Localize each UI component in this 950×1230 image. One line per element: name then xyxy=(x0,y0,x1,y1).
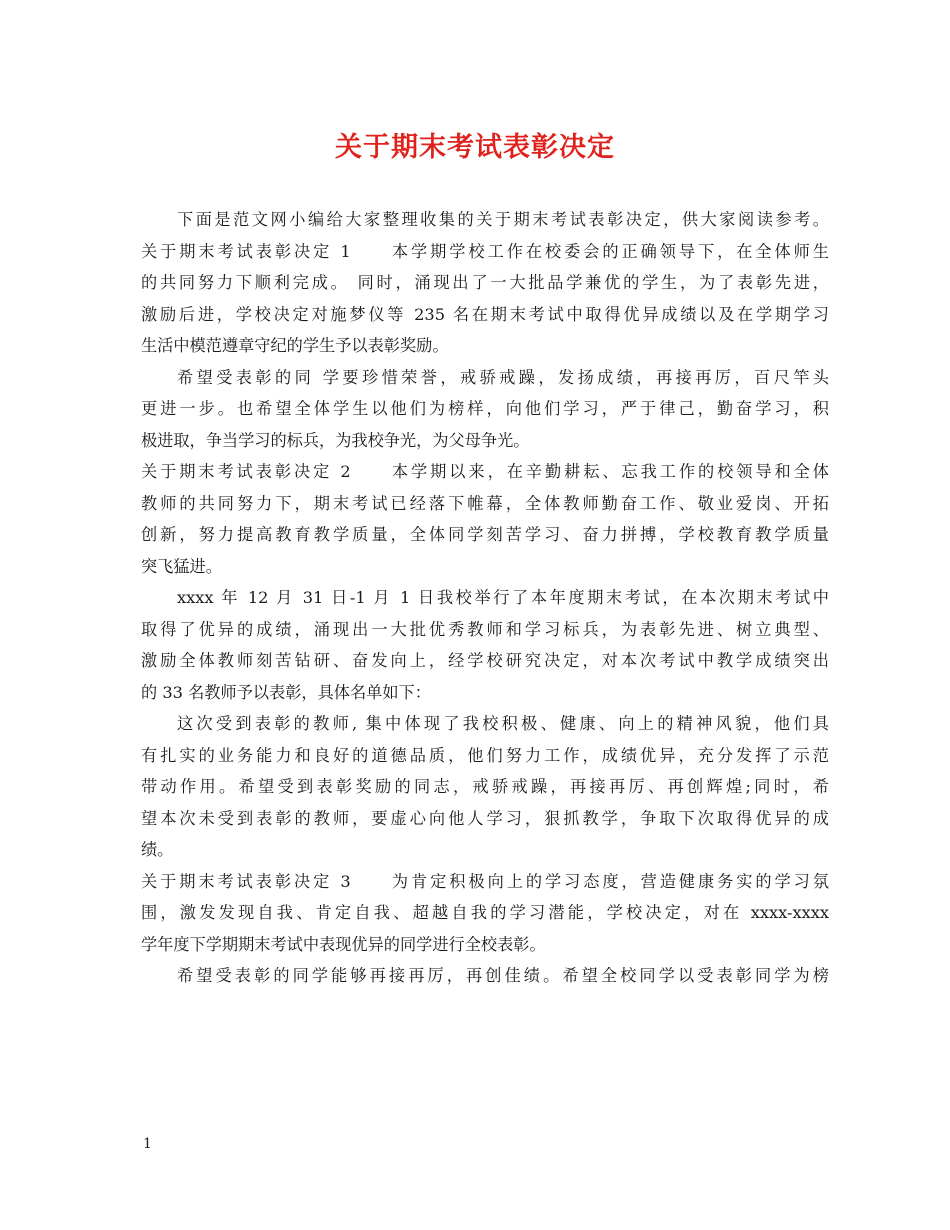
body-line: 希望受表彰的同学能够再接再厉，再创佳绩。希望全校同学以受表彰同学为榜 xyxy=(177,966,829,985)
body-line: 激励后进，学校决定对施梦仪等 235 名在期末考试中取得优异成绩以及在学期学习 xyxy=(141,304,829,324)
body-line: 生活中模范遵章守纪的学生予以表彰奖励。 xyxy=(141,336,449,355)
body-line: 希望受表彰的同 学要珍惜荣誉，戒骄戒躁，发扬成绩，再接再厉，百尺竿头 xyxy=(177,367,829,387)
body-line: 带动作用。希望受到表彰奖励的同志，戒骄戒躁，再接再厉、再创辉煌;同时，希 xyxy=(141,777,829,796)
body-line: 有扎实的业务能力和良好的道德品质，他们努力工作，成绩优异，充分发挥了示范 xyxy=(141,745,829,765)
document-title: 关于期末考试表彰决定 xyxy=(335,132,615,163)
body-line: 围，激发发现自我、肯定自我、超越自我的学习潜能，学校决定，对在 xxxx-xxxx xyxy=(141,903,829,922)
body-line: 学年度下学期期末考试中表现优异的同学进行全校表彰。 xyxy=(141,934,546,954)
body-line: xxxx 年 12 月 31 日-1 月 1 日我校举行了本年度期末考试，在本次期末考试中 xyxy=(177,588,829,607)
body-line: 的共同努力下顺利完成。 同时，涌现出了一大批品学兼优的学生，为了表彰先进， xyxy=(141,273,829,292)
body-line: 的 33 名教师予以表彰，具体名单如下： xyxy=(141,682,431,702)
body-line: 关于期末考试表彰决定 2 本学期以来，在辛勤耕耘、忘我工作的校领导和全体 xyxy=(141,462,829,481)
body-line: 教师的共同努力下，期末考试已经落下帷幕，全体教师勤奋工作、敬业爱岗、开拓 xyxy=(141,493,829,513)
body-line: 望本次未受到表彰的教师，要虚心向他人学习，狠抓教学，争取下次取得优异的成 xyxy=(141,808,829,828)
body-line: 极进取，争当学习的标兵，为我校争光，为父母争光。 xyxy=(141,430,530,450)
body-line: 关于期末考试表彰决定 3 为肯定积极向上的学习态度，营造健康务实的学习氛 xyxy=(141,871,829,891)
body-line: 关于期末考试表彰决定 1 本学期学校工作在校委会的正确领导下，在全体师生 xyxy=(141,241,829,261)
body-line: 取得了优异的成绩，涌现出一大批优秀教师和学习标兵，为表彰先进、树立典型、 xyxy=(141,619,829,639)
body-line: 突飞猛进。 xyxy=(141,556,222,576)
body-line: 更进一步。也希望全体学生以他们为榜样，向他们学习，严于律己，勤奋学习，积 xyxy=(141,399,829,418)
page-number: 1 xyxy=(143,1136,152,1152)
body-line: 激励全体教师刻苦钻研、奋发向上，经学校研究决定，对本次考试中教学成绩突出 xyxy=(141,651,829,670)
body-line: 下面是范文网小编给大家整理收集的关于期末考试表彰决定，供大家阅读参考。 xyxy=(177,210,829,229)
body-line: 创新，努力提高教育教学质量，全体同学刻苦学习、奋力拼搏，学校教育教学质量 xyxy=(141,525,829,544)
body-line: 这次受到表彰的教师, 集中体现了我校积极、健康、向上的精神风貌，他们具 xyxy=(177,714,829,733)
document-body xyxy=(141,204,829,992)
body-line: 绩。 xyxy=(141,840,174,859)
